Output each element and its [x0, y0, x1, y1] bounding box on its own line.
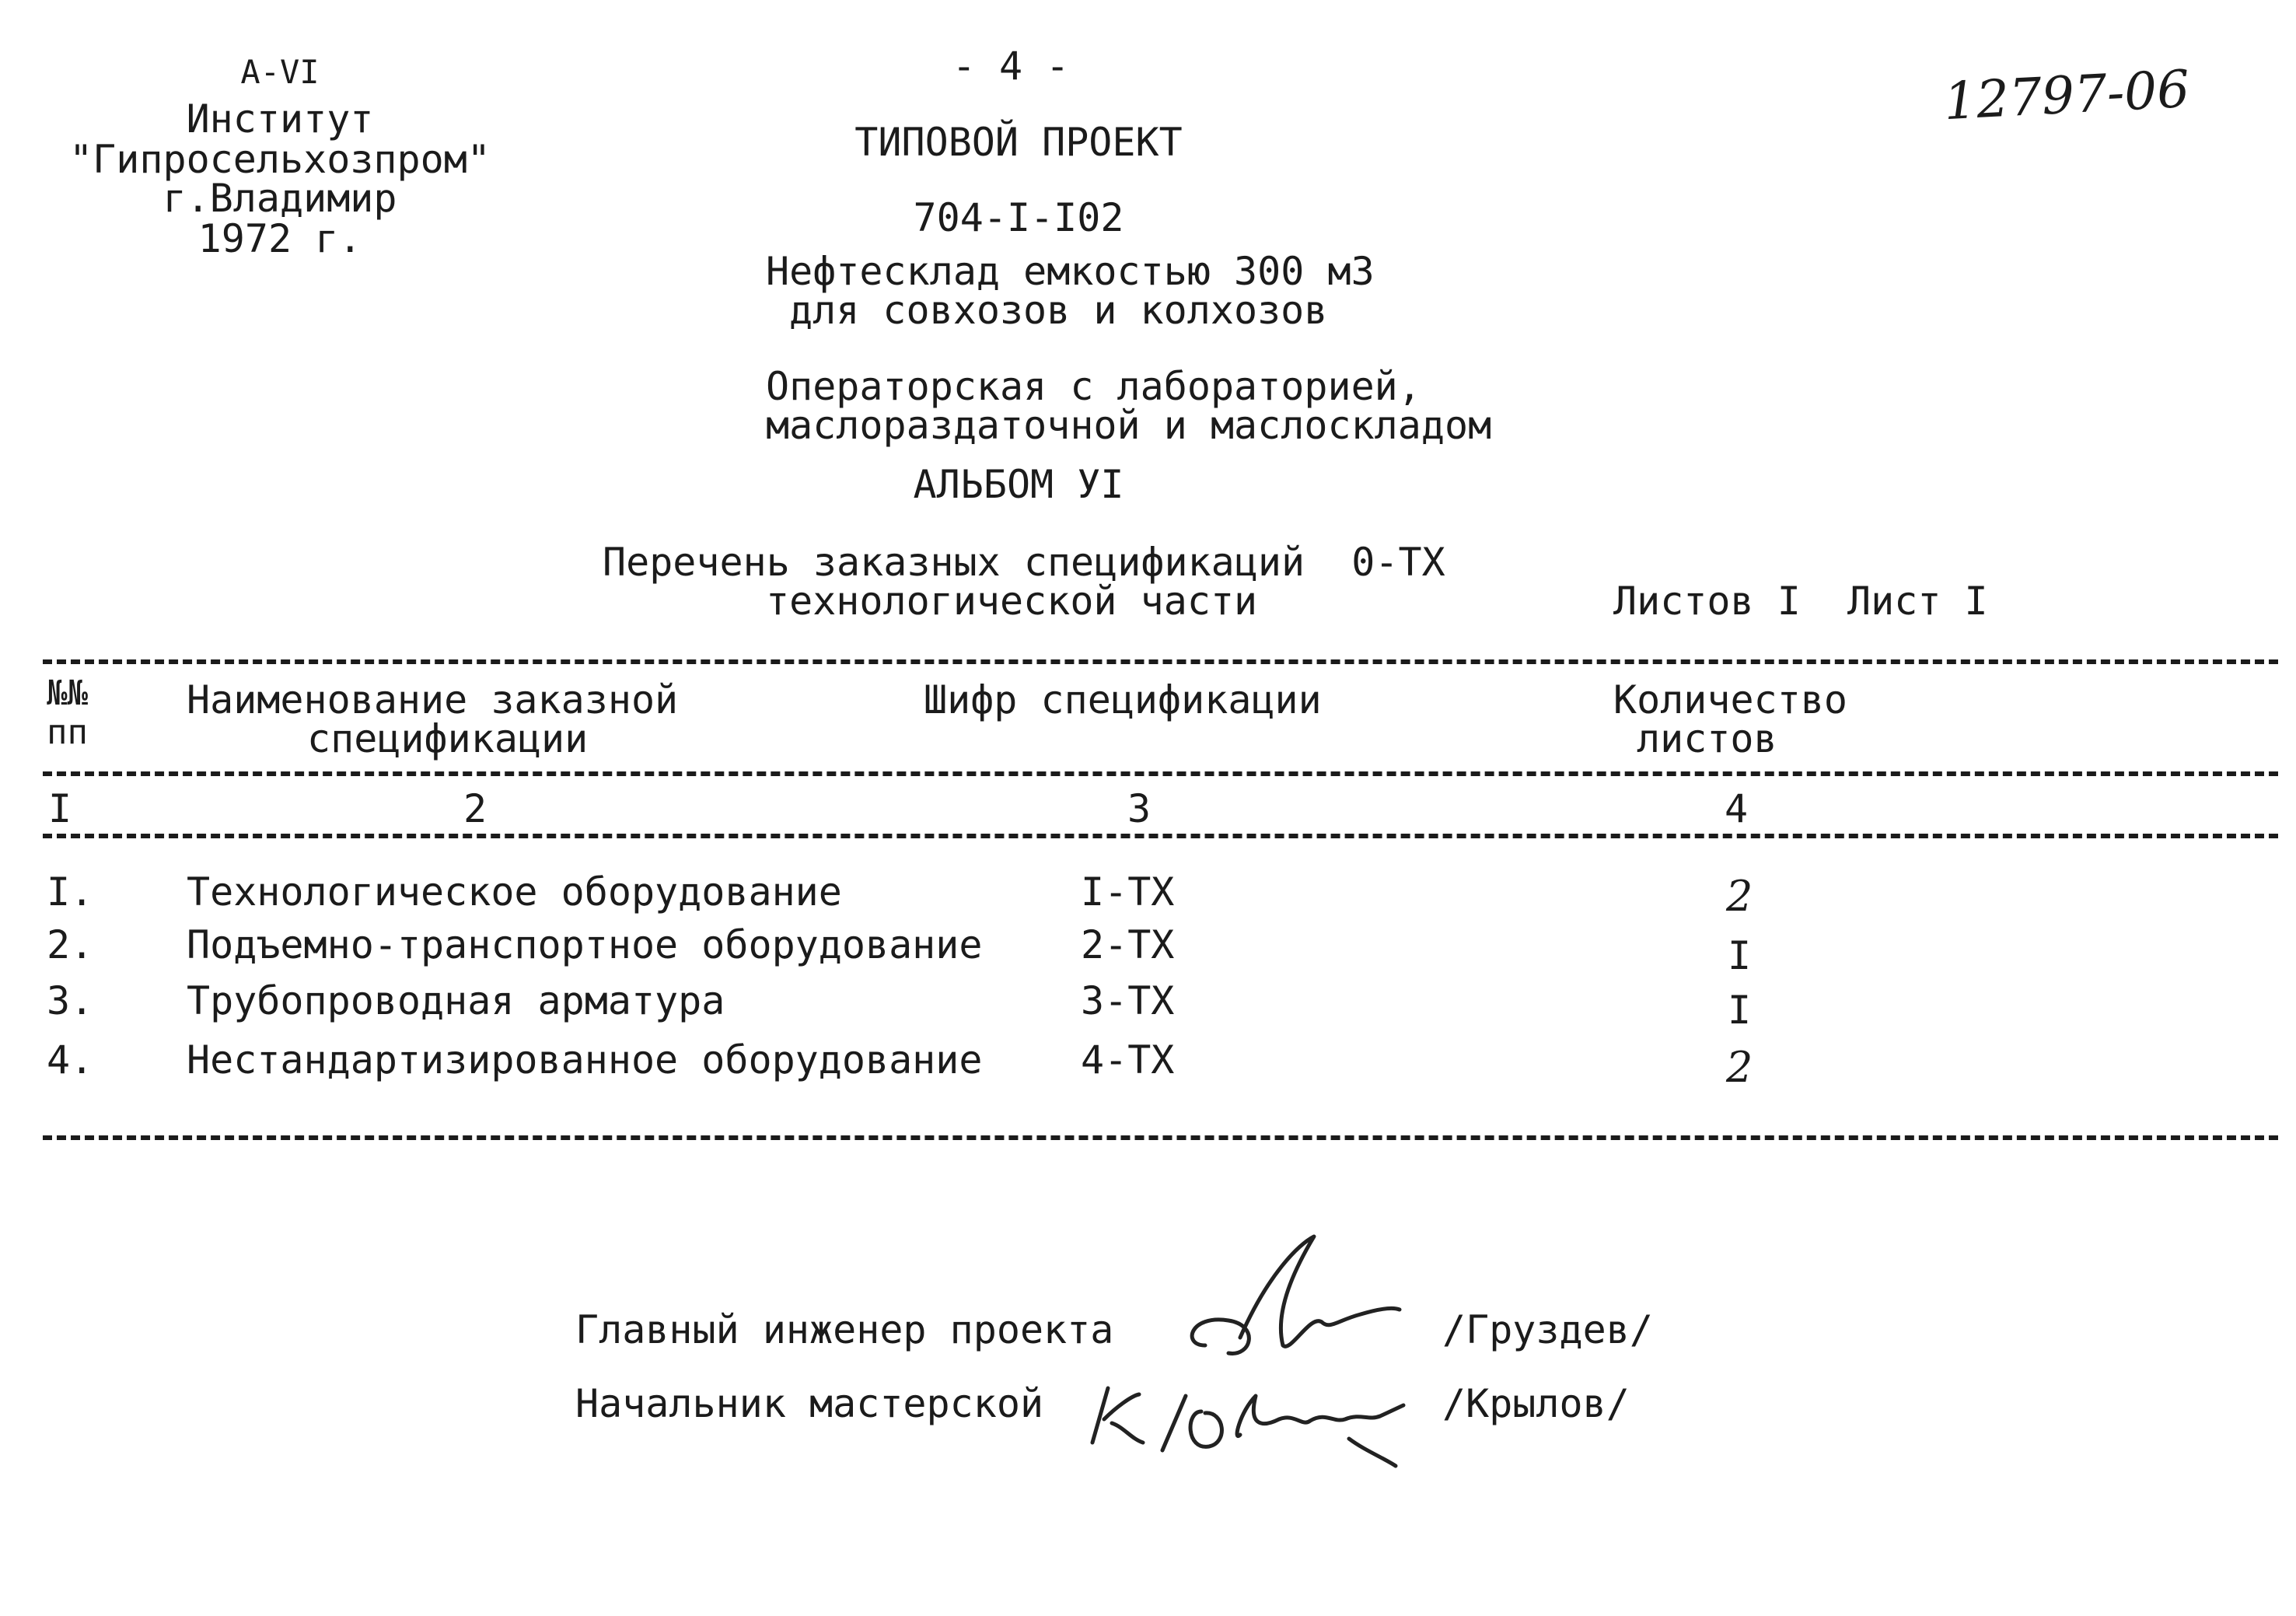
- sheets-info: Листов I Лист I: [1613, 579, 1988, 624]
- project-subject-line2: для совхозов и колхозов: [789, 288, 1328, 333]
- album-title: АЛЬБОМ УI: [913, 462, 1124, 507]
- building-line2: маслораздаточной и маслоскладом: [766, 403, 1492, 448]
- workshop-head-label: Начальник мастерской: [575, 1381, 1044, 1426]
- row-3-code: 3-ТХ: [1081, 978, 1175, 1023]
- chief-engineer-name: /Груздев/: [1442, 1307, 1653, 1352]
- row-3-sheets: I: [1728, 988, 1752, 1033]
- row-4-name: Нестандартизированное оборудование: [187, 1037, 983, 1083]
- header-code: Шифр спецификации: [924, 677, 1322, 722]
- header-org-name: "Гипросельхозпром": [69, 137, 491, 182]
- column-number-3: 3: [1127, 786, 1151, 831]
- row-4-num: 4.: [47, 1037, 94, 1083]
- header-name-line2: спецификации: [307, 716, 589, 761]
- building-line1: Операторская с лабораторией,: [766, 364, 1421, 409]
- header-city: г.Владимир: [163, 176, 397, 221]
- column-number-4: 4: [1725, 786, 1749, 831]
- chief-engineer-signature: [1174, 1229, 1423, 1384]
- column-number-1: I: [48, 786, 72, 831]
- row-3-name: Трубопроводная арматура: [187, 978, 725, 1023]
- row-1-sheets: 2: [1726, 872, 1753, 921]
- project-code: 704-I-I02: [913, 195, 1124, 240]
- header-year: 1972 г.: [197, 216, 362, 261]
- row-2-sheets: I: [1728, 933, 1752, 978]
- header-name-line1: Наименование заказной: [187, 677, 679, 722]
- list-title-line1: Перечень заказных спецификаций 0-ТХ: [603, 540, 1445, 585]
- row-1-num: I.: [47, 869, 94, 915]
- row-1-name: Технологическое оборудование: [187, 869, 842, 915]
- table-rule-numbers: [43, 834, 2278, 838]
- row-2-code: 2-ТХ: [1081, 922, 1175, 967]
- project-type: ТИПОВОЙ ПРОЕКТ: [854, 120, 1183, 165]
- header-count-line2: листов: [1637, 716, 1777, 761]
- table-rule-top: [43, 659, 2278, 664]
- column-number-2: 2: [463, 786, 488, 831]
- row-4-sheets: 2: [1726, 1043, 1753, 1092]
- workshop-head-signature: [1077, 1365, 1435, 1481]
- row-3-num: 3.: [47, 978, 94, 1023]
- header-num-line1: №№: [47, 673, 88, 713]
- row-2-num: 2.: [47, 922, 94, 967]
- document-number: 12797-06: [1942, 58, 2192, 132]
- chief-engineer-label: Главный инженер проекта: [575, 1307, 1114, 1352]
- table-rule-header: [43, 771, 2278, 776]
- page-number: - 4 -: [952, 44, 1070, 89]
- header-num-line2: пп: [47, 712, 88, 752]
- header-code: А-VI: [240, 53, 320, 91]
- row-4-code: 4-ТХ: [1081, 1037, 1175, 1083]
- workshop-head-name: /Крылов/: [1442, 1381, 1630, 1426]
- row-1-code: I-ТХ: [1081, 869, 1175, 915]
- table-rule-bottom: [43, 1135, 2278, 1140]
- project-subject-line1: Нефтесклад емкостью 300 м3: [766, 249, 1375, 294]
- header-count-line1: Количество: [1613, 677, 1848, 722]
- list-title-line2: технологической части: [766, 579, 1258, 624]
- header-org: Институт: [186, 96, 374, 142]
- row-2-name: Подъемно-транспортное оборудование: [187, 922, 983, 967]
